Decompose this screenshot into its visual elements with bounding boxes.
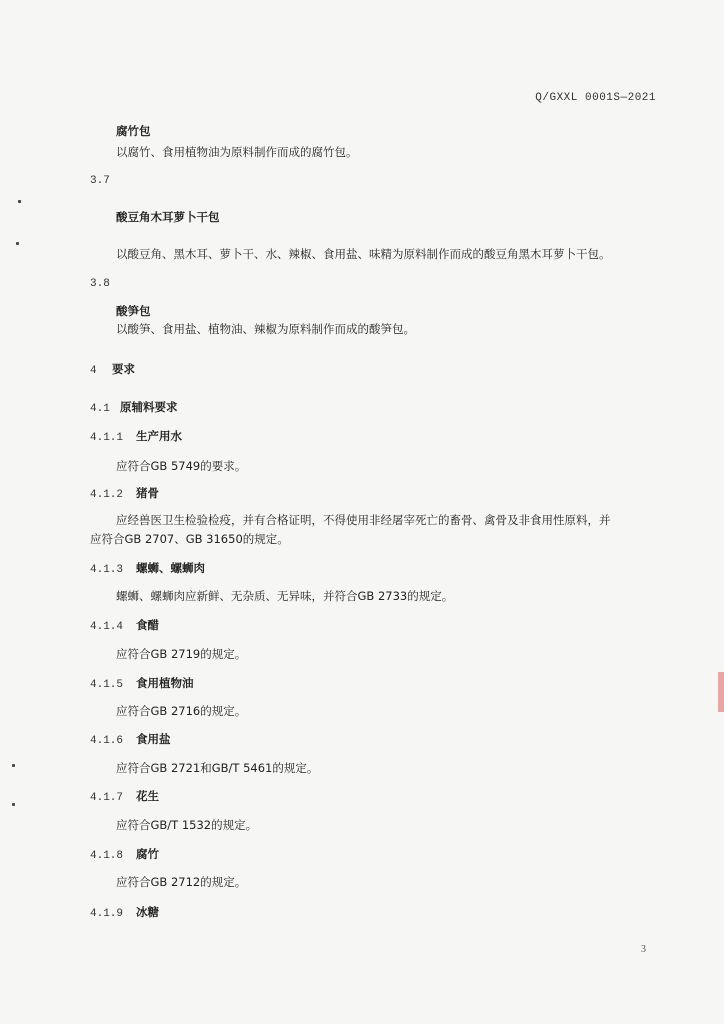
section-number: 4 xyxy=(90,365,97,377)
subsection-title: 食用盐 xyxy=(136,732,171,746)
section-number: 4.1 xyxy=(90,403,110,415)
term-title: 酸笋包 xyxy=(116,304,151,318)
subsection-title: 腐竹 xyxy=(136,847,159,861)
clause-number: 3.7 xyxy=(90,175,110,187)
subsection-heading xyxy=(90,428,182,446)
clause-number: 3.8 xyxy=(90,278,110,290)
scan-speck xyxy=(12,803,15,806)
term-definition: 以酸豆角、黑木耳、萝卜干、水、辣椒、食用盐、味精为原料制作而成的酸豆角黑木耳萝卜干包。 xyxy=(116,247,611,261)
subsection-title: 猪骨 xyxy=(136,486,159,500)
subsection-number: 4.1.9 xyxy=(90,908,124,920)
subsection-number: 4.1.5 xyxy=(90,679,124,691)
subsection-title: 螺蛳、螺蛳肉 xyxy=(136,561,205,575)
requirement-text: 应符合GB 2721和GB/T 5461的规定。 xyxy=(116,761,319,775)
requirement-text: 应符合GB 2716的规定。 xyxy=(116,704,247,718)
requirement-text: 螺蛳、螺蛳肉应新鲜、无杂质、无异味，并符合GB 2733的规定。 xyxy=(116,589,454,603)
subsection-title: 冰糖 xyxy=(136,905,159,919)
subsection-title: 花生 xyxy=(136,789,159,803)
edge-stain xyxy=(718,672,724,712)
subsection-number: 4.1.7 xyxy=(90,792,124,804)
subsection-number: 4.1.2 xyxy=(90,489,124,501)
subsection-heading xyxy=(90,788,159,806)
subsection-heading xyxy=(90,675,194,693)
subsection-title: 生产用水 xyxy=(136,429,182,443)
requirement-text: 应符合GB 5749的要求。 xyxy=(116,459,247,473)
subsection-heading xyxy=(90,904,159,922)
subsection-heading xyxy=(90,560,205,578)
subsection-heading xyxy=(90,846,159,864)
section-title: 原辅料要求 xyxy=(120,400,178,414)
subsection-heading xyxy=(90,485,159,503)
term-definition: 以酸笋、食用盐、植物油、辣椒为原料制作而成的酸笋包。 xyxy=(116,322,415,336)
subsection-title: 食醋 xyxy=(136,618,159,632)
subsection-title: 食用植物油 xyxy=(136,676,194,690)
section-heading xyxy=(90,399,178,417)
term-title: 酸豆角木耳萝卜干包 xyxy=(116,210,220,224)
subsection-heading xyxy=(90,731,171,749)
requirement-text: 应符合GB/T 1532的规定。 xyxy=(116,818,258,832)
standard-code: Q/GXXL 0001S—2021 xyxy=(535,92,656,104)
requirement-text: 应符合GB 2712的规定。 xyxy=(116,875,247,889)
subsection-number: 4.1.4 xyxy=(90,621,124,633)
scan-speck xyxy=(12,764,15,767)
subsection-number: 4.1.1 xyxy=(90,432,124,444)
requirement-text: 应经兽医卫生检验检疫，并有合格证明，不得使用非经屠宰死亡的畜骨、禽骨及非食用性原料，并 xyxy=(116,513,611,527)
page-number: 3 xyxy=(641,944,646,955)
subsection-number: 4.1.8 xyxy=(90,850,124,862)
subsection-heading xyxy=(90,617,159,635)
scan-speck xyxy=(18,200,21,203)
requirement-text: 应符合GB 2719的规定。 xyxy=(116,647,247,661)
scan-speck xyxy=(16,242,19,245)
section-heading xyxy=(90,361,135,379)
term-definition: 以腐竹、食用植物油为原料制作而成的腐竹包。 xyxy=(116,145,358,159)
subsection-number: 4.1.6 xyxy=(90,735,124,747)
requirement-text-continued: 应符合GB 2707、GB 31650的规定。 xyxy=(90,532,289,546)
term-title: 腐竹包 xyxy=(116,124,151,138)
section-title: 要求 xyxy=(112,362,135,376)
subsection-number: 4.1.3 xyxy=(90,564,124,576)
